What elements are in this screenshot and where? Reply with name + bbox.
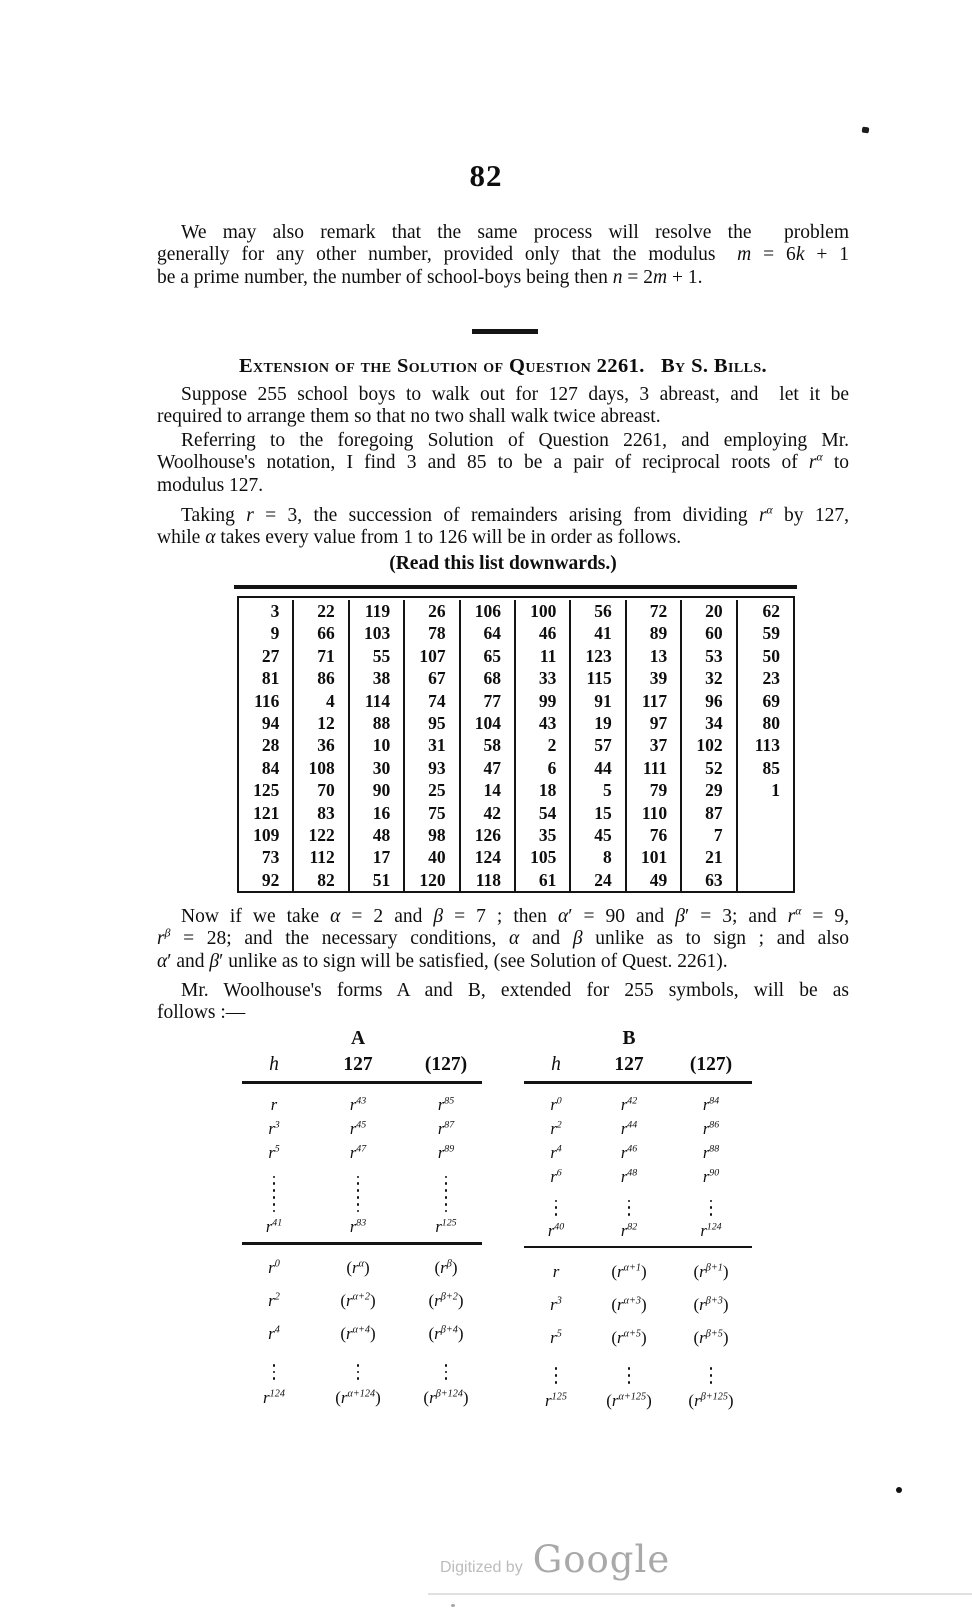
table-cell: 58 — [461, 734, 516, 756]
form-cell: $r^0$ — [550, 1094, 562, 1114]
form-row — [242, 1115, 482, 1139]
table-cell: 26 — [405, 600, 460, 622]
form-row — [242, 1091, 482, 1115]
form-cell: $(r^{\beta+124})$ — [423, 1387, 469, 1407]
google-logo: Google — [532, 1538, 671, 1581]
table-cell: 12 — [294, 712, 349, 734]
table-cell: 2 — [516, 734, 571, 756]
form-cell: $r^2$ — [268, 1291, 280, 1311]
table-cell: 42 — [461, 802, 516, 824]
form-row — [242, 1139, 482, 1163]
table-cell — [738, 824, 793, 846]
form-row — [524, 1115, 752, 1139]
form-a-table — [242, 1026, 482, 1414]
form-cell — [670, 1355, 752, 1384]
paragraph-forms-intro — [157, 980, 849, 1025]
form-cell — [588, 1187, 670, 1216]
text-line: Referring to the foregoing Solution of Question 2261, and employing Mr. — [181, 430, 849, 451]
form-cell: $r^{85}$ — [437, 1094, 455, 1114]
table-cell: 84 — [239, 757, 294, 779]
form-cell — [242, 1352, 306, 1381]
table-cell: 14 — [461, 779, 516, 801]
table-cell: 41 — [571, 622, 626, 644]
table-cell: 88 — [350, 712, 405, 734]
table-cell: 40 — [405, 846, 460, 868]
vertical-ellipsis — [628, 1200, 631, 1216]
form-section-rule — [242, 1242, 482, 1245]
form-cell: r — [552, 1261, 560, 1281]
table-cell: 15 — [571, 802, 626, 824]
table-cell: 19 — [571, 712, 626, 734]
table-cell: 48 — [350, 824, 405, 846]
form-cell: $r^{44}$ — [620, 1118, 638, 1138]
table-cell — [738, 846, 793, 868]
text-line: We may also remark that the same process will resolve the problem — [181, 222, 849, 243]
vertical-ellipsis — [357, 1176, 360, 1213]
table-cell: 10 — [350, 734, 405, 756]
text-line: modulus 127. — [157, 474, 264, 496]
form-cell: h — [551, 1054, 561, 1075]
form-cell: $r^3$ — [268, 1118, 280, 1138]
table-cell: 109 — [239, 824, 294, 846]
table-cell: 82 — [294, 869, 349, 891]
table-cell: 91 — [571, 690, 626, 712]
form-cell: $r^{47}$ — [349, 1142, 367, 1162]
vertical-ellipsis — [445, 1364, 448, 1380]
form-header-rule — [524, 1081, 752, 1084]
form-cell — [306, 1163, 410, 1212]
table-cell: 89 — [627, 622, 682, 644]
table-cell: 107 — [405, 645, 460, 667]
form-cell: h — [269, 1054, 279, 1075]
form-cell: $r^{43}$ — [349, 1094, 367, 1114]
vertical-ellipsis — [445, 1176, 448, 1213]
table-cell: 110 — [627, 802, 682, 824]
table-cell: 27 — [239, 645, 294, 667]
table-cell: 22 — [294, 600, 349, 622]
form-cell: $r^{42}$ — [620, 1094, 638, 1114]
text-line: Taking r = 3, the succession of remainders arising from dividing $r^\alpha$ by 127, — [181, 505, 849, 526]
form-cell: $r^{40}$ — [547, 1220, 565, 1240]
table-cell: 52 — [682, 757, 737, 779]
form-cell: $(r^{\alpha+4})$ — [340, 1324, 376, 1344]
table-cell: 18 — [516, 779, 571, 801]
table-cell: 121 — [239, 802, 294, 824]
form-cell: r — [270, 1094, 278, 1114]
table-cell: 8 — [571, 846, 626, 868]
table-cell: 86 — [294, 667, 349, 689]
paragraph-remark — [157, 222, 849, 289]
form-cell: $r^{46}$ — [620, 1142, 638, 1162]
form-row — [524, 1091, 752, 1115]
ink-dot-lower-right — [896, 1487, 902, 1493]
form-cell — [670, 1187, 752, 1216]
form-cell: (127) — [424, 1054, 468, 1075]
form-row — [242, 1381, 482, 1414]
vertical-ellipsis — [555, 1200, 558, 1216]
paragraph-referring — [157, 430, 849, 497]
form-row — [242, 1213, 482, 1237]
table-cell: 39 — [627, 667, 682, 689]
text-line: follows :— — [157, 1002, 246, 1024]
table-cell: 68 — [461, 667, 516, 689]
table-cell: 77 — [461, 690, 516, 712]
table-cell: 81 — [239, 667, 294, 689]
text-line: generally for any other number, provided only that the modulus m = 6k + 1 — [157, 244, 849, 266]
form-cell: $r^{84}$ — [702, 1094, 720, 1114]
table-cell: 54 — [516, 802, 571, 824]
form-row — [242, 1351, 482, 1381]
table-cell: 43 — [516, 712, 571, 734]
table-cell: 62 — [762, 601, 780, 621]
form-cell — [410, 1163, 482, 1212]
table-cell: 108 — [294, 757, 349, 779]
form-row — [524, 1163, 752, 1187]
form-cell: $r^{41}$ — [265, 1217, 283, 1237]
table-cell: 71 — [294, 645, 349, 667]
table-cell: 60 — [682, 622, 737, 644]
table-cell: 64 — [461, 622, 516, 644]
text-line: required to arrange them so that no two shall walk twice abreast. — [157, 406, 661, 428]
table-cell: 85 — [762, 757, 780, 778]
form-row — [524, 1026, 752, 1050]
form-cell: $r^2$ — [550, 1118, 562, 1138]
form-cell: $(r^{\alpha+5})$ — [611, 1327, 647, 1347]
table-cell: 36 — [294, 734, 349, 756]
table-cell: 70 — [294, 779, 349, 801]
table-cell: 6 — [516, 757, 571, 779]
table-cell: 29 — [682, 779, 737, 801]
table-cell: 49 — [627, 869, 682, 891]
google-books-footer — [440, 1538, 670, 1581]
form-cell: $r^0$ — [268, 1258, 280, 1278]
form-row — [524, 1187, 752, 1217]
table-cell: 99 — [516, 690, 571, 712]
table-cell: 30 — [350, 757, 405, 779]
table-cell: 47 — [461, 757, 516, 779]
form-row — [524, 1385, 752, 1418]
form-cell: $r^{45}$ — [349, 1118, 367, 1138]
table-cell: 72 — [627, 600, 682, 622]
remainders-table — [237, 596, 795, 893]
table-cell: 56 — [571, 600, 626, 622]
table-cell: 28 — [239, 734, 294, 756]
form-row — [524, 1255, 752, 1288]
form-cell: $r^{125}$ — [435, 1217, 457, 1237]
table-cell: 32 — [682, 667, 737, 689]
form-row — [524, 1217, 752, 1241]
form-row — [242, 1050, 482, 1076]
table-cell: 38 — [350, 667, 405, 689]
scan-edge-hairline — [428, 1593, 972, 1595]
form-cell: $(r^{\alpha+3})$ — [611, 1294, 647, 1314]
table-cell: 69 — [762, 690, 780, 711]
form-row — [242, 1252, 482, 1285]
form-cell: $r^{48}$ — [620, 1166, 638, 1186]
table-cell: 102 — [682, 734, 737, 756]
table-cell: 80 — [762, 712, 780, 733]
table-cell: 1 — [771, 780, 780, 801]
table-cell: 53 — [682, 645, 737, 667]
table-cell: 101 — [627, 846, 682, 868]
form-row — [524, 1139, 752, 1163]
form-cell: 127 — [614, 1054, 644, 1075]
table-cell: 4 — [294, 690, 349, 712]
table-cell: 73 — [239, 846, 294, 868]
form-cell — [242, 1163, 306, 1212]
table-cell: 3 — [239, 600, 294, 622]
text-line: Woolhouse's notation, I find 3 and 85 to be a pair of reciprocal roots of $r^\alpha$ to — [157, 452, 849, 474]
table-cell: 5 — [571, 779, 626, 801]
ink-dot-bottom-left — [451, 1604, 455, 1607]
form-row — [242, 1026, 482, 1050]
table-cell: 50 — [762, 645, 780, 666]
table-cell: 92 — [239, 869, 294, 891]
text-line: Suppose 255 school boys to walk out for 127 days, 3 abreast, and let it be — [181, 384, 849, 405]
form-cell — [524, 1187, 588, 1216]
table-cell: 120 — [405, 869, 460, 891]
vertical-ellipsis — [628, 1367, 631, 1383]
table-cell: 118 — [461, 869, 516, 891]
form-section-rule — [524, 1246, 752, 1249]
form-cell: $r^{124}$ — [263, 1387, 285, 1407]
table-cell: 66 — [294, 622, 349, 644]
table-cell: 9 — [239, 622, 294, 644]
table-cell: 7 — [682, 824, 737, 846]
form-cell: $(r^{\beta+5})$ — [693, 1327, 729, 1347]
form-cell: $r^{83}$ — [349, 1217, 367, 1237]
form-cell: A — [350, 1028, 366, 1049]
vertical-ellipsis — [710, 1367, 713, 1383]
table-cell: 103 — [350, 622, 405, 644]
form-cell: $r^{90}$ — [702, 1166, 720, 1186]
form-cell — [588, 1355, 670, 1384]
form-cell: $r^{87}$ — [437, 1118, 455, 1138]
table-cell: 87 — [682, 802, 737, 824]
table-cell: 112 — [294, 846, 349, 868]
form-cell: $(r^{\beta+1})$ — [693, 1261, 729, 1281]
table-cell: 122 — [294, 824, 349, 846]
form-row — [524, 1354, 752, 1384]
paragraph-taking — [157, 505, 849, 550]
table-cell: 90 — [350, 779, 405, 801]
form-cell: $(r^\beta)$ — [434, 1258, 458, 1278]
table-cell: 59 — [762, 623, 780, 644]
table-cell: 24 — [571, 869, 626, 891]
table-cell: 106 — [461, 600, 516, 622]
table-cell: 74 — [405, 690, 460, 712]
table-cell: 117 — [627, 690, 682, 712]
table-cell: 105 — [516, 846, 571, 868]
form-cell: $r^{125}$ — [545, 1391, 567, 1411]
table-cell: 115 — [571, 667, 626, 689]
table-cell: 55 — [350, 645, 405, 667]
table-cell: 33 — [516, 667, 571, 689]
form-cell: $(r^{\beta+125})$ — [688, 1391, 734, 1411]
table-cell: 57 — [571, 734, 626, 756]
form-cell: $r^4$ — [268, 1324, 280, 1344]
table-cell: 78 — [405, 622, 460, 644]
table-cell: 114 — [350, 690, 405, 712]
form-row — [242, 1285, 482, 1318]
form-cell: $(r^\alpha)$ — [346, 1258, 370, 1278]
table-cell: 51 — [350, 869, 405, 891]
text-line: $r^\beta = 28$; and the necessary conditions, α and β unlike as to sign ; and also — [157, 928, 849, 950]
form-cell: (127) — [689, 1054, 733, 1075]
form-cell: $r^{124}$ — [700, 1220, 722, 1240]
table-cell: 93 — [405, 757, 460, 779]
vertical-ellipsis — [555, 1367, 558, 1383]
table-cell: 61 — [516, 869, 571, 891]
table-cell: 45 — [571, 824, 626, 846]
table-cell: 94 — [239, 712, 294, 734]
table-cell: 44 — [571, 757, 626, 779]
form-cell: $(r^{\beta+3})$ — [693, 1294, 729, 1314]
table-cell: 79 — [627, 779, 682, 801]
form-b-table — [524, 1026, 752, 1418]
form-cell: $(r^{\beta+4})$ — [428, 1324, 464, 1344]
table-cell: 124 — [461, 846, 516, 868]
table-cell: 23 — [762, 668, 780, 689]
text-line: be a prime number, the number of school-boys being then n = 2m + 1. — [157, 266, 703, 288]
table-cell: 11 — [516, 645, 571, 667]
form-row — [524, 1050, 752, 1076]
table-cell: 17 — [350, 846, 405, 868]
table-cell: 65 — [461, 645, 516, 667]
table-cell: 98 — [405, 824, 460, 846]
form-cell: $r^5$ — [268, 1142, 280, 1162]
table-cell: 126 — [461, 824, 516, 846]
table-cell: 113 — [754, 735, 780, 756]
text-line: Mr. Woolhouse's forms A and B, extended for 255 symbols, will be as — [181, 980, 849, 1001]
form-cell: $(r^{\alpha+124})$ — [335, 1387, 381, 1407]
table-cell: 35 — [516, 824, 571, 846]
table-caption: (Read this list downwards.) — [389, 553, 617, 574]
form-cell: $r^{82}$ — [620, 1220, 638, 1240]
form-cell: $r^{86}$ — [702, 1118, 720, 1138]
digitized-by-label: Digitized by — [440, 1559, 523, 1576]
form-cell: $(r^{\beta+2})$ — [428, 1291, 464, 1311]
form-cell — [524, 1355, 588, 1384]
table-cell: 125 — [239, 779, 294, 801]
ink-speck-top-right — [862, 127, 870, 134]
table-cell: 20 — [682, 600, 737, 622]
table-cell: 21 — [682, 846, 737, 868]
form-cell: $(r^{\alpha+1})$ — [611, 1261, 647, 1281]
form-row — [524, 1321, 752, 1354]
form-cell: B — [622, 1028, 636, 1049]
form-header-rule — [242, 1081, 482, 1084]
form-cell: $(r^{\alpha+2})$ — [340, 1291, 376, 1311]
table-cell: 76 — [627, 824, 682, 846]
paragraph-suppose — [157, 384, 849, 429]
vertical-ellipsis — [273, 1176, 276, 1213]
form-cell — [306, 1352, 410, 1381]
form-row — [242, 1163, 482, 1214]
vertical-ellipsis — [357, 1364, 360, 1380]
form-row — [242, 1318, 482, 1351]
paragraph-now — [157, 906, 849, 973]
page-number: 82 — [469, 158, 503, 193]
table-cell: 111 — [627, 757, 682, 779]
text-line: Now if we take α = 2 and β = 7 ; then α′ = 90 and β′ = 3; and $r^\alpha = 9$, — [181, 906, 849, 927]
form-row — [524, 1288, 752, 1321]
form-cell: $r^6$ — [550, 1166, 562, 1186]
table-cell — [738, 869, 793, 891]
form-cell: $r^4$ — [550, 1142, 562, 1162]
table-cell: 104 — [461, 712, 516, 734]
section-divider-rule — [472, 329, 538, 334]
table-cell: 67 — [405, 667, 460, 689]
table-cell: 119 — [350, 600, 405, 622]
table-cell: 46 — [516, 622, 571, 644]
table-cell: 63 — [682, 869, 737, 891]
table-cell: 97 — [627, 712, 682, 734]
vertical-ellipsis — [273, 1364, 276, 1380]
form-cell: 127 — [343, 1054, 373, 1075]
text-line: while α takes every value from 1 to 126 will be in order as follows. — [157, 527, 682, 549]
table-top-rule — [234, 585, 797, 589]
table-cell: 13 — [627, 645, 682, 667]
vertical-ellipsis — [710, 1200, 713, 1216]
table-cell: 116 — [239, 690, 294, 712]
table-cell: 75 — [405, 802, 460, 824]
form-cell: $r^5$ — [550, 1327, 562, 1347]
form-cell: $(r^{\alpha+125})$ — [606, 1391, 652, 1411]
table-cell: 96 — [682, 690, 737, 712]
table-cell: 25 — [405, 779, 460, 801]
form-cell: $r^{88}$ — [702, 1142, 720, 1162]
table-cell: 123 — [571, 645, 626, 667]
form-cell: $r^3$ — [550, 1294, 562, 1314]
table-cell: 100 — [516, 600, 571, 622]
table-cell: 34 — [682, 712, 737, 734]
table-cell: 95 — [405, 712, 460, 734]
form-cell: $r^{89}$ — [437, 1142, 455, 1162]
table-cell: 37 — [627, 734, 682, 756]
article-heading: Extension of the Solution of Question 2261. By S. Bills. — [238, 355, 768, 377]
table-cell: 83 — [294, 802, 349, 824]
table-cell: 31 — [405, 734, 460, 756]
text-line: α′ and β′ unlike as to sign will be satisfied, (see Solution of Quest. 2261). — [157, 950, 728, 972]
form-cell — [410, 1352, 482, 1381]
table-cell: 16 — [350, 802, 405, 824]
table-cell — [738, 802, 793, 824]
